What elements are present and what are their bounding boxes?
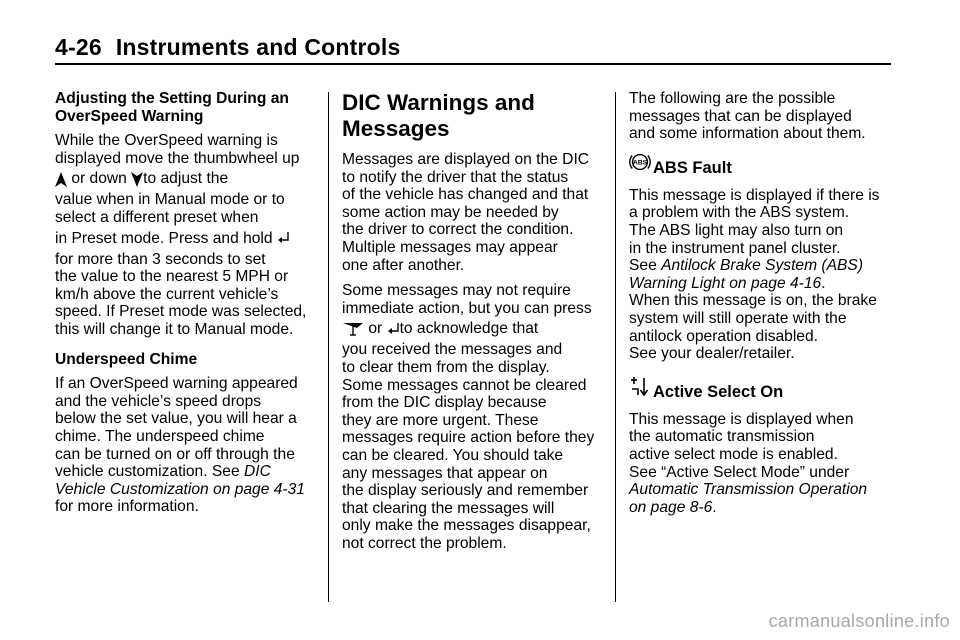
- text-line: chime. The underspeed chime: [55, 427, 265, 445]
- text: See: [629, 257, 657, 275]
- text-line: [55, 230, 290, 247]
- text-line: [629, 257, 863, 274]
- text-line: displayed move the thumbwheel up: [55, 149, 300, 167]
- text-line: [55, 463, 271, 480]
- text-line: See “Active Select Mode” under: [629, 463, 850, 481]
- text-line: The following are the possible: [629, 90, 836, 107]
- set-reset-icon: [387, 322, 400, 336]
- cross-reference-link[interactable]: on page 8-6: [629, 498, 713, 516]
- text-line: for more than 3 seconds to set: [55, 250, 266, 268]
- heading-abs-fault: [629, 151, 891, 178]
- column-1: [55, 90, 317, 524]
- text-line: and the vehicle’s speed drops: [55, 392, 262, 410]
- text-line: Messages are displayed on the DIC: [342, 151, 590, 168]
- text-line: value when in Manual mode or to: [55, 191, 285, 209]
- text-line: This message is displayed when: [629, 410, 854, 428]
- text: in Preset mode. Press and hold: [55, 229, 273, 247]
- text: to adjust the: [143, 170, 229, 188]
- text-line: can be cleared. You should take: [342, 446, 564, 464]
- text-line: km/h above the current vehicle’s: [55, 285, 279, 303]
- cross-reference-link[interactable]: Vehicle Customization on page 4-31: [55, 480, 305, 498]
- text-line: system will still operate with the: [629, 309, 847, 327]
- text-line: from the DIC display because: [342, 394, 547, 412]
- text-line: can be turned on or off through the: [55, 445, 295, 463]
- text: vehicle customization. See: [55, 463, 240, 481]
- text: .: [821, 274, 826, 292]
- watermark: carmanualsonline.info: [768, 611, 950, 631]
- page-number: 4-26: [55, 34, 102, 60]
- text-line: one after another.: [342, 256, 465, 274]
- paragraph-active-select: [629, 411, 891, 517]
- text-line: antilock operation disabled.: [629, 327, 818, 345]
- text-line: only make the messages disappear,: [342, 517, 591, 535]
- thumbwheel-down-icon: [131, 172, 143, 187]
- text-line: any messages that appear on: [342, 464, 548, 482]
- text: to acknowledge that: [399, 320, 539, 338]
- text-line: in the instrument panel cluster.: [629, 239, 841, 257]
- text-line: If an OverSpeed warning appeared: [55, 375, 298, 393]
- cross-reference-link[interactable]: Warning Light on page 4-16: [629, 274, 822, 292]
- heading-active-select-on: [629, 375, 891, 402]
- text-line: to notify the driver that the status: [342, 168, 569, 186]
- text-line: speed. If Preset mode was selected,: [55, 303, 307, 321]
- page-title: [55, 34, 891, 61]
- text-line: Some messages cannot be cleared: [342, 376, 587, 394]
- section-title: Instruments and Controls: [115, 34, 401, 60]
- heading-line: DIC Warnings and: [342, 90, 535, 115]
- text-line: this will change it to Manual mode.: [55, 320, 294, 338]
- thumbwheel-up-icon: [55, 172, 67, 187]
- text-line: active select mode is enabled.: [629, 445, 838, 463]
- cross-reference-link[interactable]: DIC: [243, 463, 271, 481]
- text-line: immediate action, but you can press: [342, 299, 592, 317]
- text-line: While the OverSpeed warning is: [55, 132, 278, 150]
- text-line: When this message is on, the brake: [629, 292, 877, 310]
- heading-line: Messages: [342, 116, 450, 141]
- active-select-icon: [629, 375, 651, 402]
- column-divider: [615, 92, 616, 602]
- menu-icon: [342, 322, 364, 336]
- text-line: Multiple messages may appear: [342, 238, 558, 256]
- paragraph-overspeed-adjust: [55, 132, 317, 338]
- text-line: that clearing the messages will: [342, 499, 555, 517]
- text-line: messages that can be displayed: [629, 107, 852, 125]
- abs-warning-icon: [629, 151, 651, 178]
- text-line: they are more urgent. These: [342, 411, 539, 429]
- column-3: [629, 90, 891, 524]
- paragraph-underspeed: [55, 375, 317, 516]
- cross-reference-link[interactable]: Automatic Transmission Operation: [629, 481, 868, 499]
- text-line: the value to the nearest 5 MPH or: [55, 268, 289, 286]
- paragraph-abs-fault: [629, 187, 891, 363]
- text-line: the automatic transmission: [629, 428, 815, 446]
- text: .: [712, 498, 717, 516]
- text-line: a problem with the ABS system.: [629, 204, 850, 222]
- page-header: [55, 34, 891, 61]
- text-line: of the vehicle has changed and that: [342, 186, 589, 204]
- heading-text: ABS Fault: [653, 158, 732, 177]
- header-rule: [55, 63, 891, 65]
- text-line: messages require action before they: [342, 429, 595, 447]
- text-line: select a different preset when: [55, 208, 259, 226]
- text-line: This message is displayed if there is: [629, 186, 880, 204]
- text-line: the driver to correct the condition.: [342, 221, 574, 239]
- text-line: for more information.: [55, 498, 199, 516]
- cross-reference-link[interactable]: Antilock Brake System (ABS): [661, 257, 864, 275]
- heading-text: Active Select On: [653, 382, 784, 401]
- set-reset-icon: [277, 231, 290, 245]
- paragraph-possible-messages: [629, 90, 891, 143]
- text-line: and some information about them.: [629, 125, 866, 143]
- text-line: some action may be needed by: [342, 203, 559, 221]
- text-line: not correct the problem.: [342, 534, 507, 552]
- text-line: you received the messages and: [342, 341, 563, 359]
- text-line: [55, 170, 228, 187]
- text-line: [629, 275, 826, 292]
- column-2: [342, 90, 604, 560]
- subheading-adjusting-setting: Adjusting the Setting During an OverSpeed Warning: [55, 90, 289, 125]
- text-line: below the set value, you will hear a: [55, 410, 297, 428]
- subheading-underspeed-chime: Underspeed Chime: [55, 350, 198, 368]
- text-line: [342, 320, 538, 337]
- text-line: The ABS light may also turn on: [629, 221, 844, 239]
- text-line: Some messages may not require: [342, 282, 571, 300]
- heading-dic-warnings: [342, 90, 604, 142]
- paragraph-messages-acknowledge: [342, 282, 604, 552]
- text-line: [629, 499, 717, 516]
- text-line: See your dealer/retailer.: [629, 345, 795, 363]
- text-line: to clear them from the display.: [342, 358, 550, 376]
- text: or: [368, 320, 383, 338]
- abs-icon-label: ABS: [632, 159, 648, 167]
- text: or down: [71, 170, 127, 188]
- column-divider: [328, 92, 329, 602]
- text-line: the display seriously and remember: [342, 482, 589, 500]
- paragraph-messages-intro: [342, 151, 604, 274]
